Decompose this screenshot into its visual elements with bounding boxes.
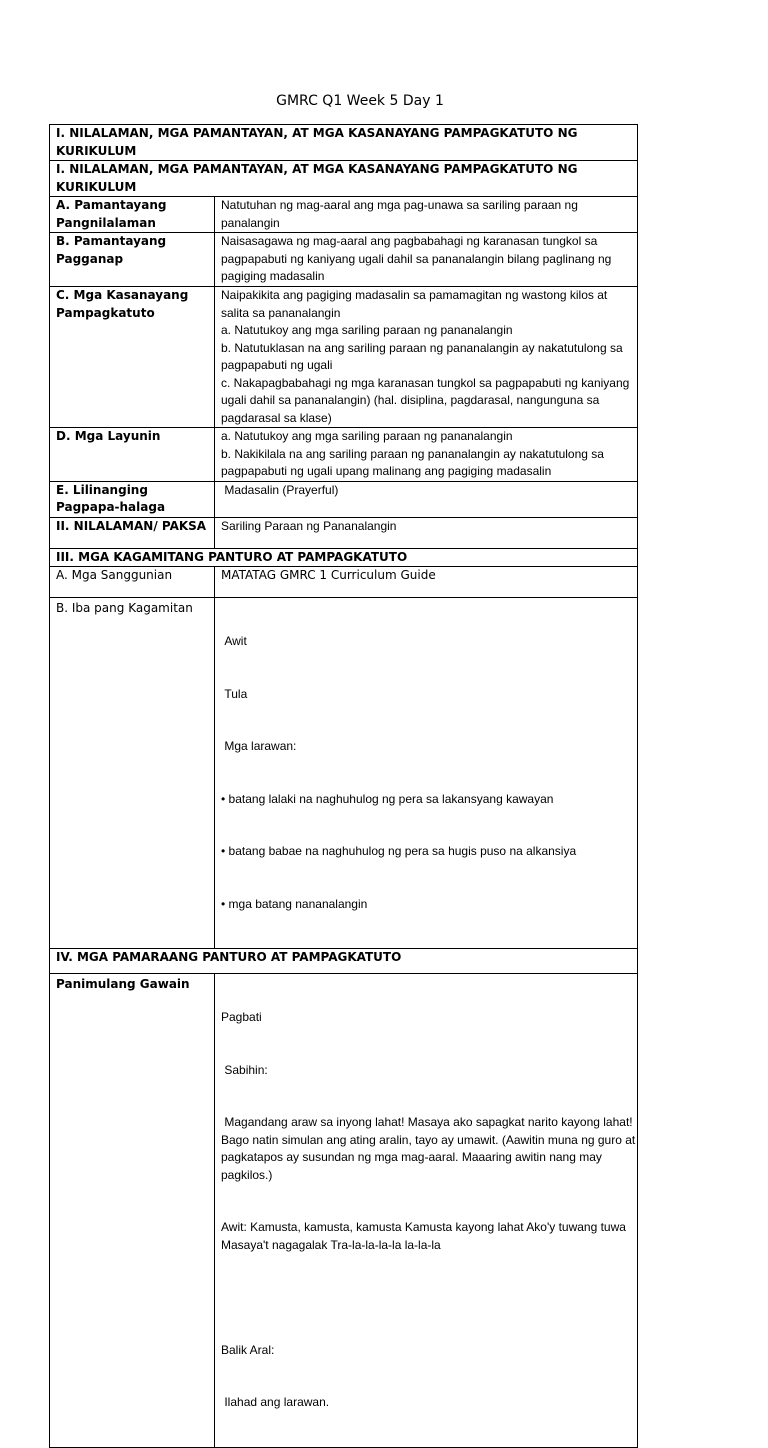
- text-kasanayang-pampagkatuto: [215, 287, 638, 428]
- panimula-pananalita: Magandang araw sa inyong lahat! Masaya ako sapagkat narito kayong lahat! Bago natin simulan ang ating aralin, tayo ay umawit. (Aawitin muna ng guro at pagkatapos ay susundan ng mga mag-aaral. Maaaring awitin nang may pagkilos.): [221, 1115, 639, 1182]
- kagamitan-tula: Tula: [221, 686, 248, 701]
- kasanayan-intro: Naipakikita ang pagiging madasalin sa pamamagitan ng wastong kilos at salita sa pananalangin: [221, 288, 608, 320]
- label-mga-sanggunian: A. Mga Sanggunian: [50, 567, 215, 598]
- text-mga-layunin: [215, 428, 638, 482]
- label-iba-pang-kagamitan: B. Iba pang Kagamitan: [50, 598, 215, 949]
- text-panimulang-gawain: [215, 974, 638, 1448]
- section-3-header-row: [50, 548, 638, 567]
- text-mga-sanggunian: MATATAG GMRC 1 Curriculum Guide: [215, 567, 638, 598]
- label-nilalaman-paksa: II. NILALAMAN/ PAKSA: [50, 517, 215, 548]
- label-pamantayang-pagganap: B. Pamantayang Pagganap: [50, 233, 215, 287]
- layunin-item-b: b. Nakikilala na ang sariling paraan ng pananalangin ay nakatutulong sa pagpapabuti ng ugali upang malinang ang pagiging madasalin: [221, 446, 604, 478]
- kasanayan-item-a: a. Natutukoy ang mga sariling paraan ng pananalangin: [221, 323, 513, 337]
- label-mga-layunin: D. Mga Layunin: [50, 428, 215, 482]
- kasanayan-item-c: c. Nakapagbabahagi ng mga karanasan tungkol sa pagpapabuti ng kaniyang ugali dahil sa pananalangin) (hal. disiplina, pagdarasal, nangunguna sa pagdarasal sa klase): [221, 375, 630, 425]
- label-pamantayang-pangnilalaman: A. Pamantayang Pangnilalaman: [50, 197, 215, 233]
- row-panimulang-gawain: [50, 974, 638, 1448]
- panimula-blank-line: [221, 1289, 637, 1307]
- kagamitan-larawan-2: • batang babae na naghuhulog ng pera sa hugis puso na alkansiya: [221, 844, 577, 858]
- section-1-header: I. NILALAMAN, MGA PAMANTAYAN, AT MGA KASANAYANG PAMPAGKATUTO NG KURIKULUM: [50, 125, 638, 161]
- text-pamantayang-pangnilalaman: Natutuhan ng mag-aaral ang mga pag-unawa sa sariling paraan ng panalangin: [215, 197, 638, 233]
- document-title: GMRC Q1 Week 5 Day 1: [276, 93, 444, 109]
- section-1-header-row: [50, 125, 638, 161]
- kagamitan-awit: Awit: [221, 634, 247, 648]
- panimula-awit: Awit: Kamusta, kamusta, kamusta Kamusta kayong lahat Ako'y tuwang tuwa Masaya't nagagalak Tra-la-la-la-la la-la-la: [221, 1220, 630, 1252]
- section-1-header-row-repeat: [50, 161, 638, 197]
- panimula-ilahad: Ilahad ang larawan.: [221, 1395, 330, 1409]
- label-lilinanging-pagpapahalaga: E. Lilinanging Pagpapa-halaga: [50, 481, 215, 517]
- text-nilalaman-paksa: Sariling Paraan ng Pananalangin: [215, 517, 638, 548]
- row-pamantayang-pangnilalaman: [50, 197, 638, 233]
- section-1-header-repeat: I. NILALAMAN, MGA PAMANTAYAN, AT MGA KASANAYANG PAMPAGKATUTO NG KURIKULUM: [50, 161, 638, 197]
- panimula-balik-aral: Balik Aral:: [221, 1342, 275, 1357]
- row-mga-layunin: [50, 428, 638, 482]
- kagamitan-larawan: Mga larawan:: [221, 739, 297, 753]
- layunin-item-a: a. Natutukoy ang mga sariling paraan ng pananalangin: [221, 429, 513, 443]
- label-kasanayang-pampagkatuto: C. Mga Kasanayang Pampagkatuto: [50, 287, 215, 428]
- label-panimulang-gawain: Panimulang Gawain: [50, 974, 215, 1448]
- kagamitan-larawan-1: • batang lalaki na naghuhulog ng pera sa lakansyang kawayan: [221, 791, 554, 806]
- row-lilinanging-pagpapahalaga: [50, 481, 638, 517]
- lesson-plan-table: [49, 124, 638, 1448]
- kagamitan-larawan-3: • mga batang nananalangin: [221, 896, 368, 911]
- text-lilinanging-pagpapahalaga: Madasalin (Prayerful): [215, 481, 638, 517]
- row-mga-sanggunian: [50, 567, 638, 598]
- row-nilalaman-paksa: [50, 517, 638, 548]
- text-iba-pang-kagamitan: [215, 598, 638, 949]
- text-pamantayang-pagganap: Naisasagawa ng mag-aaral ang pagbabahagi ng karanasan tungkol sa pagpapabuti ng kaniyang ugali dahil sa pananalangin bilang paglinang ng pagiging madasalin: [215, 233, 638, 287]
- section-3-header: III. MGA KAGAMITANG PANTURO AT PAMPAGKATUTO: [50, 548, 638, 567]
- kasanayan-item-b: b. Natutuklasan na ang sariling paraan ng pananalangin ay nakatutulong sa pagpapabuti ng ugali: [221, 340, 623, 372]
- section-4-header: IV. MGA PAMARAANG PANTURO AT PAMPAGKATUTO: [50, 949, 638, 974]
- panimula-sabihin: Sabihin:: [221, 1062, 268, 1077]
- row-kasanayang-pampagkatuto: [50, 287, 638, 428]
- row-pamantayang-pagganap: [50, 233, 638, 287]
- panimula-pagbati: Pagbati: [221, 1010, 262, 1024]
- row-iba-pang-kagamitan: [50, 598, 638, 949]
- section-4-header-row: [50, 949, 638, 974]
